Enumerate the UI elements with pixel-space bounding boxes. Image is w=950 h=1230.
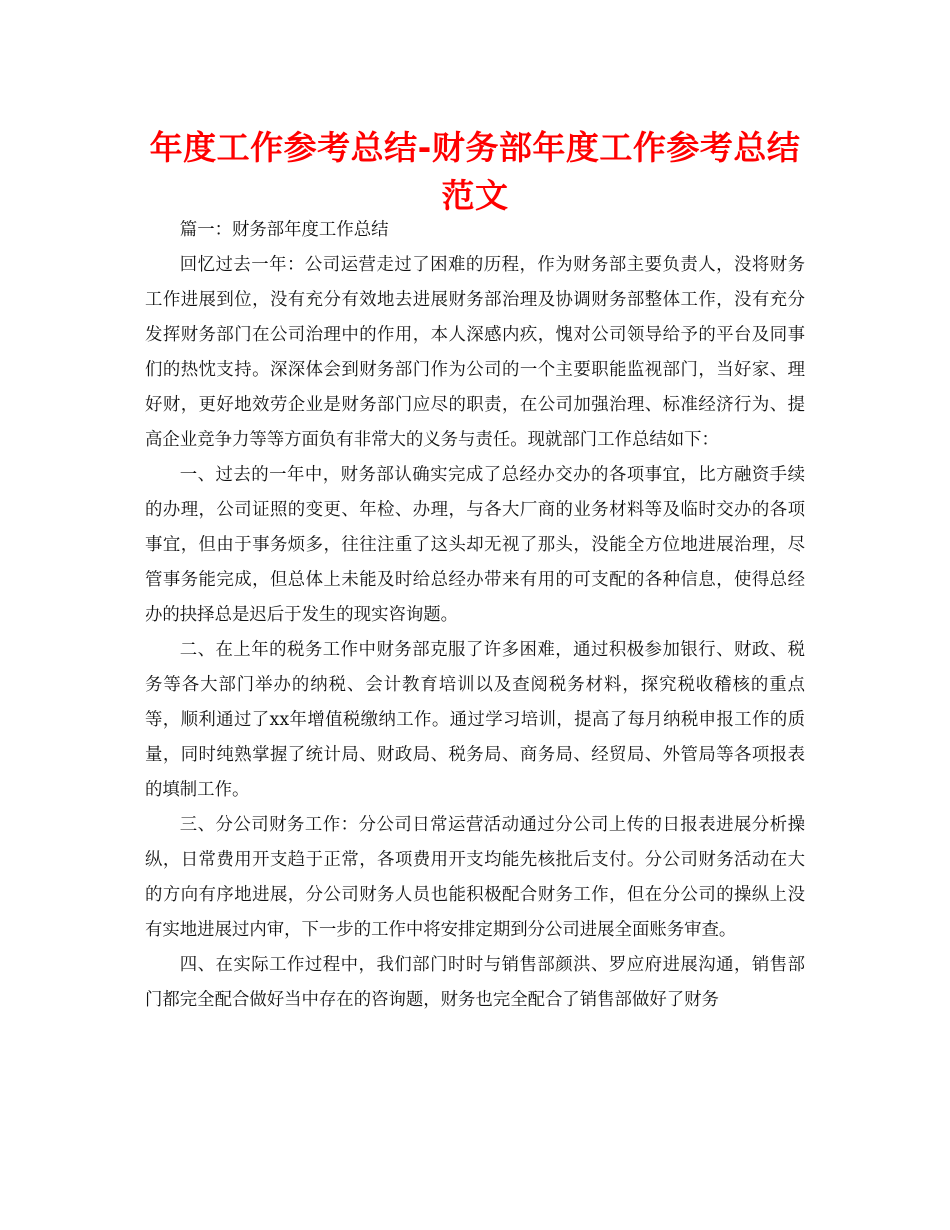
paragraph: 一、过去的一年中，财务部认确实完成了总经办交办的各项事宜，比方融资手续的办理，公司证照的变更、年检、办理，与各大厂商的业务材料等及临时交办的各项事宜，但由于事务烦多，往往注重了这头却无视了那头，没能全方位地进展治理，尽管事务能完成，但总体上未能及时给总经办带来有用的可支配的各种信息，使得总经办的抉择总是迟后于发生的现实咨询题。 (145, 465, 805, 625)
document-title: 年度工作参考总结-财务部年度工作参考总结范文 (149, 128, 801, 215)
paragraph: 三、分公司财务工作：分公司日常运营活动通过分公司上传的日报表进展分析操纵，日常费用开支趋于正常，各项费用开支均能先核批后支付。分公司财务活动在大的方向有序地进展，分公司财务人员也能积极配合财务工作，但在分公司的操纵上没有实地进展过内审，下一步的工作中将安排定期到分公司进展全面账务审查。 (145, 815, 805, 940)
document-body (145, 213, 805, 1018)
paragraph: 回忆过去一年：公司运营走过了困难的历程，作为财务部主要负责人，没将财务工作进展到位，没有充分有效地去进展财务部治理及协调财务部整体工作，没有充分发挥财务部门在公司治理中的作用，本人深感内疚，愧对公司领导给予的平台及同事们的热忱支持。深深体会到财务部门作为公司的一个主要职能监视部门，当好家、理好财，更好地效劳企业是财务部门应尽的职责，在公司加强治理、标准经济行为、提高企业竞争力等等方面负有非常大的义务与责任。现就部门工作总结如下： (145, 255, 805, 450)
paragraph-heading: 篇一：财务部年度工作总结 (179, 220, 389, 240)
paragraph: 二、在上年的税务工作中财务部克服了许多困难，通过积极参加银行、财政、税务等各大部门举办的纳税、会计教育培训以及查阅税务材料，探究税收稽核的重点等，顺利通过了xx年增值税缴纳工作。通过学习培训，提高了每月纳税申报工作的质量，同时纯熟掌握了统计局、财政局、税务局、商务局、经贸局、外管局等各项报表的填制工作。 (145, 640, 805, 800)
paragraph: 四、在实际工作过程中，我们部门时时与销售部颜洪、罗应府进展沟通，销售部门都完全配合做好当中存在的咨询题，财务也完全配合了销售部做好了财务 (145, 955, 805, 1010)
